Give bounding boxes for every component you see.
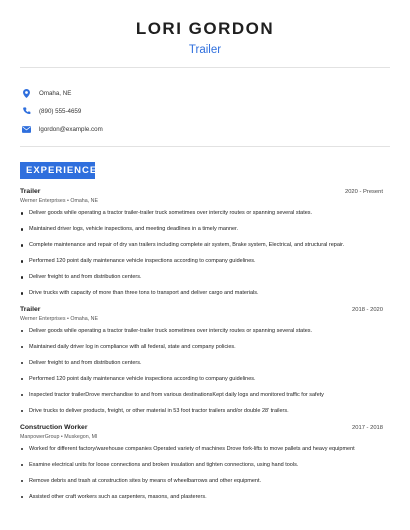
job-bullet: Performed 120 point daily maintenance vehicle inspections according to company guidelines. bbox=[20, 258, 383, 265]
job-title: Trailer bbox=[20, 305, 41, 313]
contact-phone-text[interactable]: (890) 555-4659 bbox=[39, 107, 82, 115]
job-entry bbox=[20, 306, 383, 415]
job-company: Werner Enterprises • Omaha, NE bbox=[20, 315, 98, 322]
job-bullet: Performed 120 point daily maintenance vehicle inspections according to company guidelines. bbox=[20, 376, 383, 383]
job-bullet: Maintained driver logs, vehicle inspections, and meeting deadlines in a timely manner. bbox=[20, 226, 383, 233]
job-entry bbox=[20, 424, 383, 501]
job-bullet: Deliver freight to and from distribution centers. bbox=[20, 274, 383, 281]
job-dates: 2018 - 2020 bbox=[352, 306, 383, 313]
job-bullet: Inspected tractor trailerDrove merchandise to and from various destinationsKept daily logs and monitored traffic for safety bbox=[20, 392, 383, 399]
contact-email-text[interactable]: lgordon@example.com bbox=[39, 125, 103, 133]
email-icon bbox=[22, 125, 31, 134]
job-company: ManpowerGroup • Muskegon, MI bbox=[20, 433, 98, 440]
job-dates: 2017 - 2018 bbox=[352, 424, 383, 431]
job-bullets bbox=[20, 328, 383, 415]
job-bullet: Drive trucks with capacity of more than three tons to transport and deliver cargo and materials. bbox=[20, 290, 383, 297]
job-title: Construction Worker bbox=[20, 423, 88, 431]
contact-email bbox=[22, 120, 103, 138]
job-bullet: Drive trucks to deliver products, freight, or other material in 53 foot tractor trailers and/or double 28' trailers. bbox=[20, 408, 383, 415]
contacts-divider bbox=[20, 146, 390, 147]
job-bullets bbox=[20, 446, 383, 501]
experience-list bbox=[20, 188, 383, 510]
job-company: Werner Enterprises • Omaha, NE bbox=[20, 198, 98, 204]
job-bullets bbox=[20, 210, 383, 297]
contact-location-text: Omaha, NE bbox=[39, 89, 72, 97]
job-bullet: Remove debris and trash at construction sites by means of wheelbarrows and other equipment. bbox=[20, 478, 383, 485]
job-bullet: Deliver freight to and from distribution centers. bbox=[20, 360, 383, 367]
resume-header bbox=[0, 0, 410, 57]
job-dates: 2020 - Present bbox=[344, 189, 383, 195]
candidate-title: Trailer bbox=[188, 44, 222, 56]
section-heading-experience: EXPERIENCE bbox=[20, 162, 95, 179]
job-bullet: Deliver goods while operating a tractor trailer-trailer truck sometimes over intercity routes or spanning several states. bbox=[20, 328, 383, 335]
header-divider bbox=[20, 67, 390, 68]
job-bullet: Examine electrical units for loose connections and broken insulation and tighten connections, using hand tools. bbox=[20, 462, 383, 469]
job-title: Trailer bbox=[20, 188, 41, 195]
candidate-name: LORI GORDON bbox=[135, 19, 275, 38]
job-bullet: Deliver goods while operating a tractor trailer-trailer truck sometimes over intercity routes or spanning several states. bbox=[20, 210, 383, 217]
contact-list bbox=[22, 84, 103, 138]
contact-location bbox=[22, 84, 103, 102]
job-entry bbox=[20, 188, 383, 297]
job-bullet: Complete maintenance and repair of dry van trailers including complete air system, Brake system, Electrical, and structural repair. bbox=[20, 242, 383, 249]
job-bullet: Maintained daily driver log in compliance with all federal, state and company policies. bbox=[20, 344, 383, 351]
job-bullet: Worked for different factory/warehouse companies Operated variety of machines Drove fork-lifts to move pallets and heavy equipment bbox=[20, 446, 383, 453]
job-bullet: Assisted other craft workers such as carpenters, masons, and plasterers. bbox=[20, 494, 383, 501]
phone-icon bbox=[22, 107, 31, 116]
location-pin-icon bbox=[22, 89, 31, 98]
contact-phone bbox=[22, 102, 103, 120]
